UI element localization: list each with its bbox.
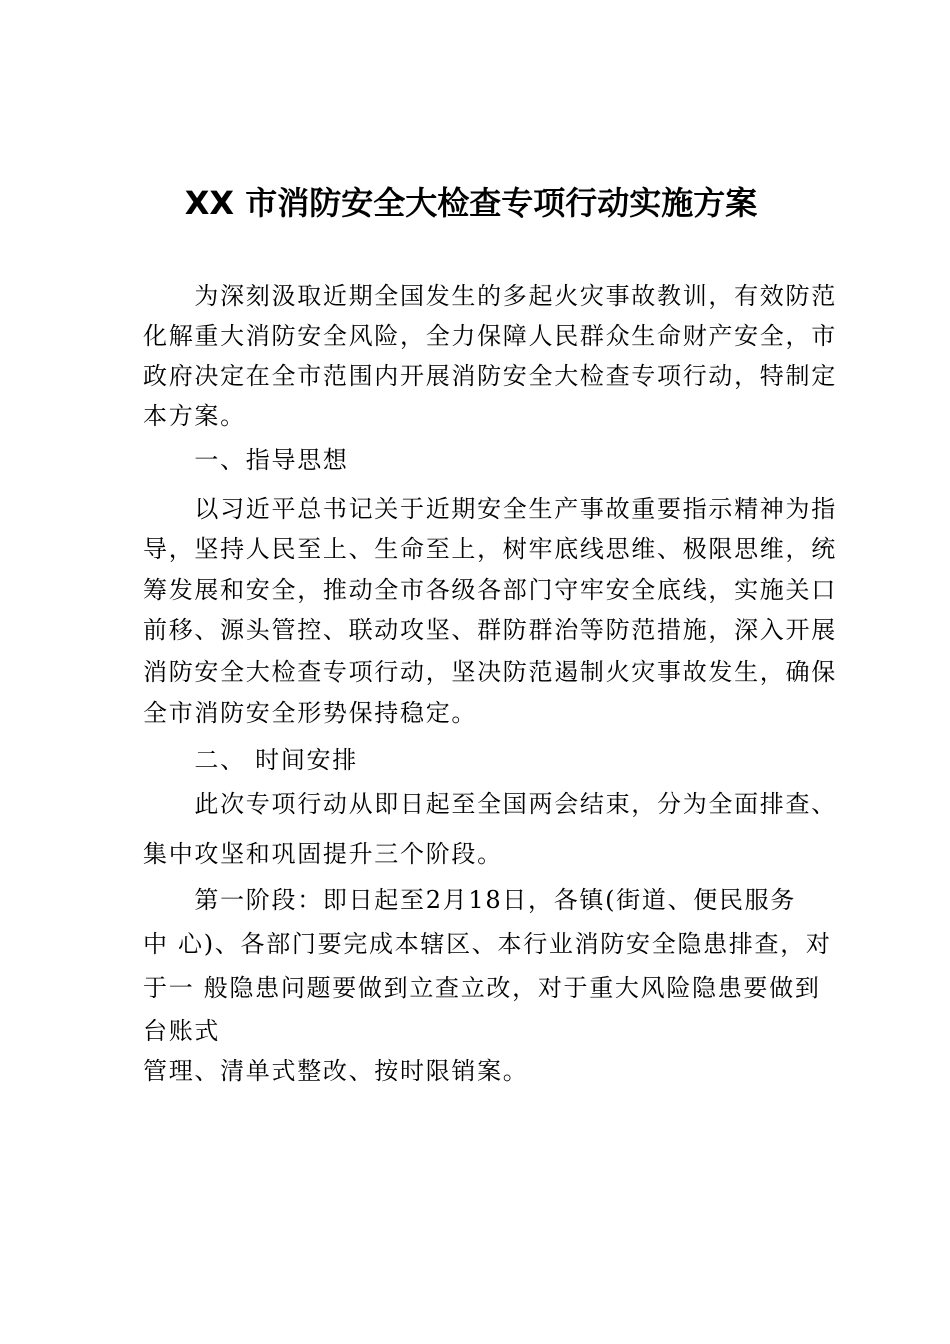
body-line: 集中攻坚和巩固提升三个阶段。 bbox=[143, 840, 503, 868]
body-line: 导，坚持人民至上、生命至上，树牢底线思维、极限思维，统 bbox=[143, 535, 837, 563]
body-line: 此次专项行动从即日起至全国两会结束，分为全面排查、 bbox=[143, 790, 837, 818]
section-heading: 二、 时间安排 bbox=[143, 746, 358, 774]
body-line: 于一 般隐患问题要做到立查立改，对于重大风险隐患要做到 bbox=[143, 974, 821, 1002]
body-line: 中 心)、各部门要完成本辖区、本行业消防安全隐患排查，对 bbox=[143, 930, 832, 958]
document-title: XX 市消防安全大检查专项行动实施方案 bbox=[184, 184, 758, 222]
body-line: 为深刻汲取近期全国发生的多起火灾事故教训，有效防范 bbox=[143, 282, 837, 310]
body-line: 第一阶段：即日起至2月18日，各镇(街道、便民服务 bbox=[143, 886, 797, 914]
body-line: 以习近平总书记关于近期安全生产事故重要指示精神为指 bbox=[143, 495, 837, 523]
body-line: 台账式 bbox=[143, 1017, 221, 1045]
body-line: 筹发展和安全，推动全市各级各部门守牢安全底线，实施关口 bbox=[143, 576, 837, 604]
body-line: 管理、清单式整改、按时限销案。 bbox=[143, 1057, 529, 1085]
body-line: 前移、源头管控、联动攻坚、群防群治等防范措施，深入开展 bbox=[143, 616, 837, 644]
body-line: 化解重大消防安全风险，全力保障人民群众生命财产安全，市 bbox=[143, 322, 837, 350]
body-line: 政府决定在全市范围内开展消防安全大检查专项行动，特制定 bbox=[143, 362, 837, 390]
body-line: 全市消防安全形势保持稳定。 bbox=[143, 699, 478, 727]
section-heading: 一、指导思想 bbox=[143, 446, 349, 474]
body-line: 消防安全大检查专项行动，坚决防范遏制火灾事故发生，确保 bbox=[143, 658, 837, 686]
body-line: 本方案。 bbox=[143, 402, 246, 430]
